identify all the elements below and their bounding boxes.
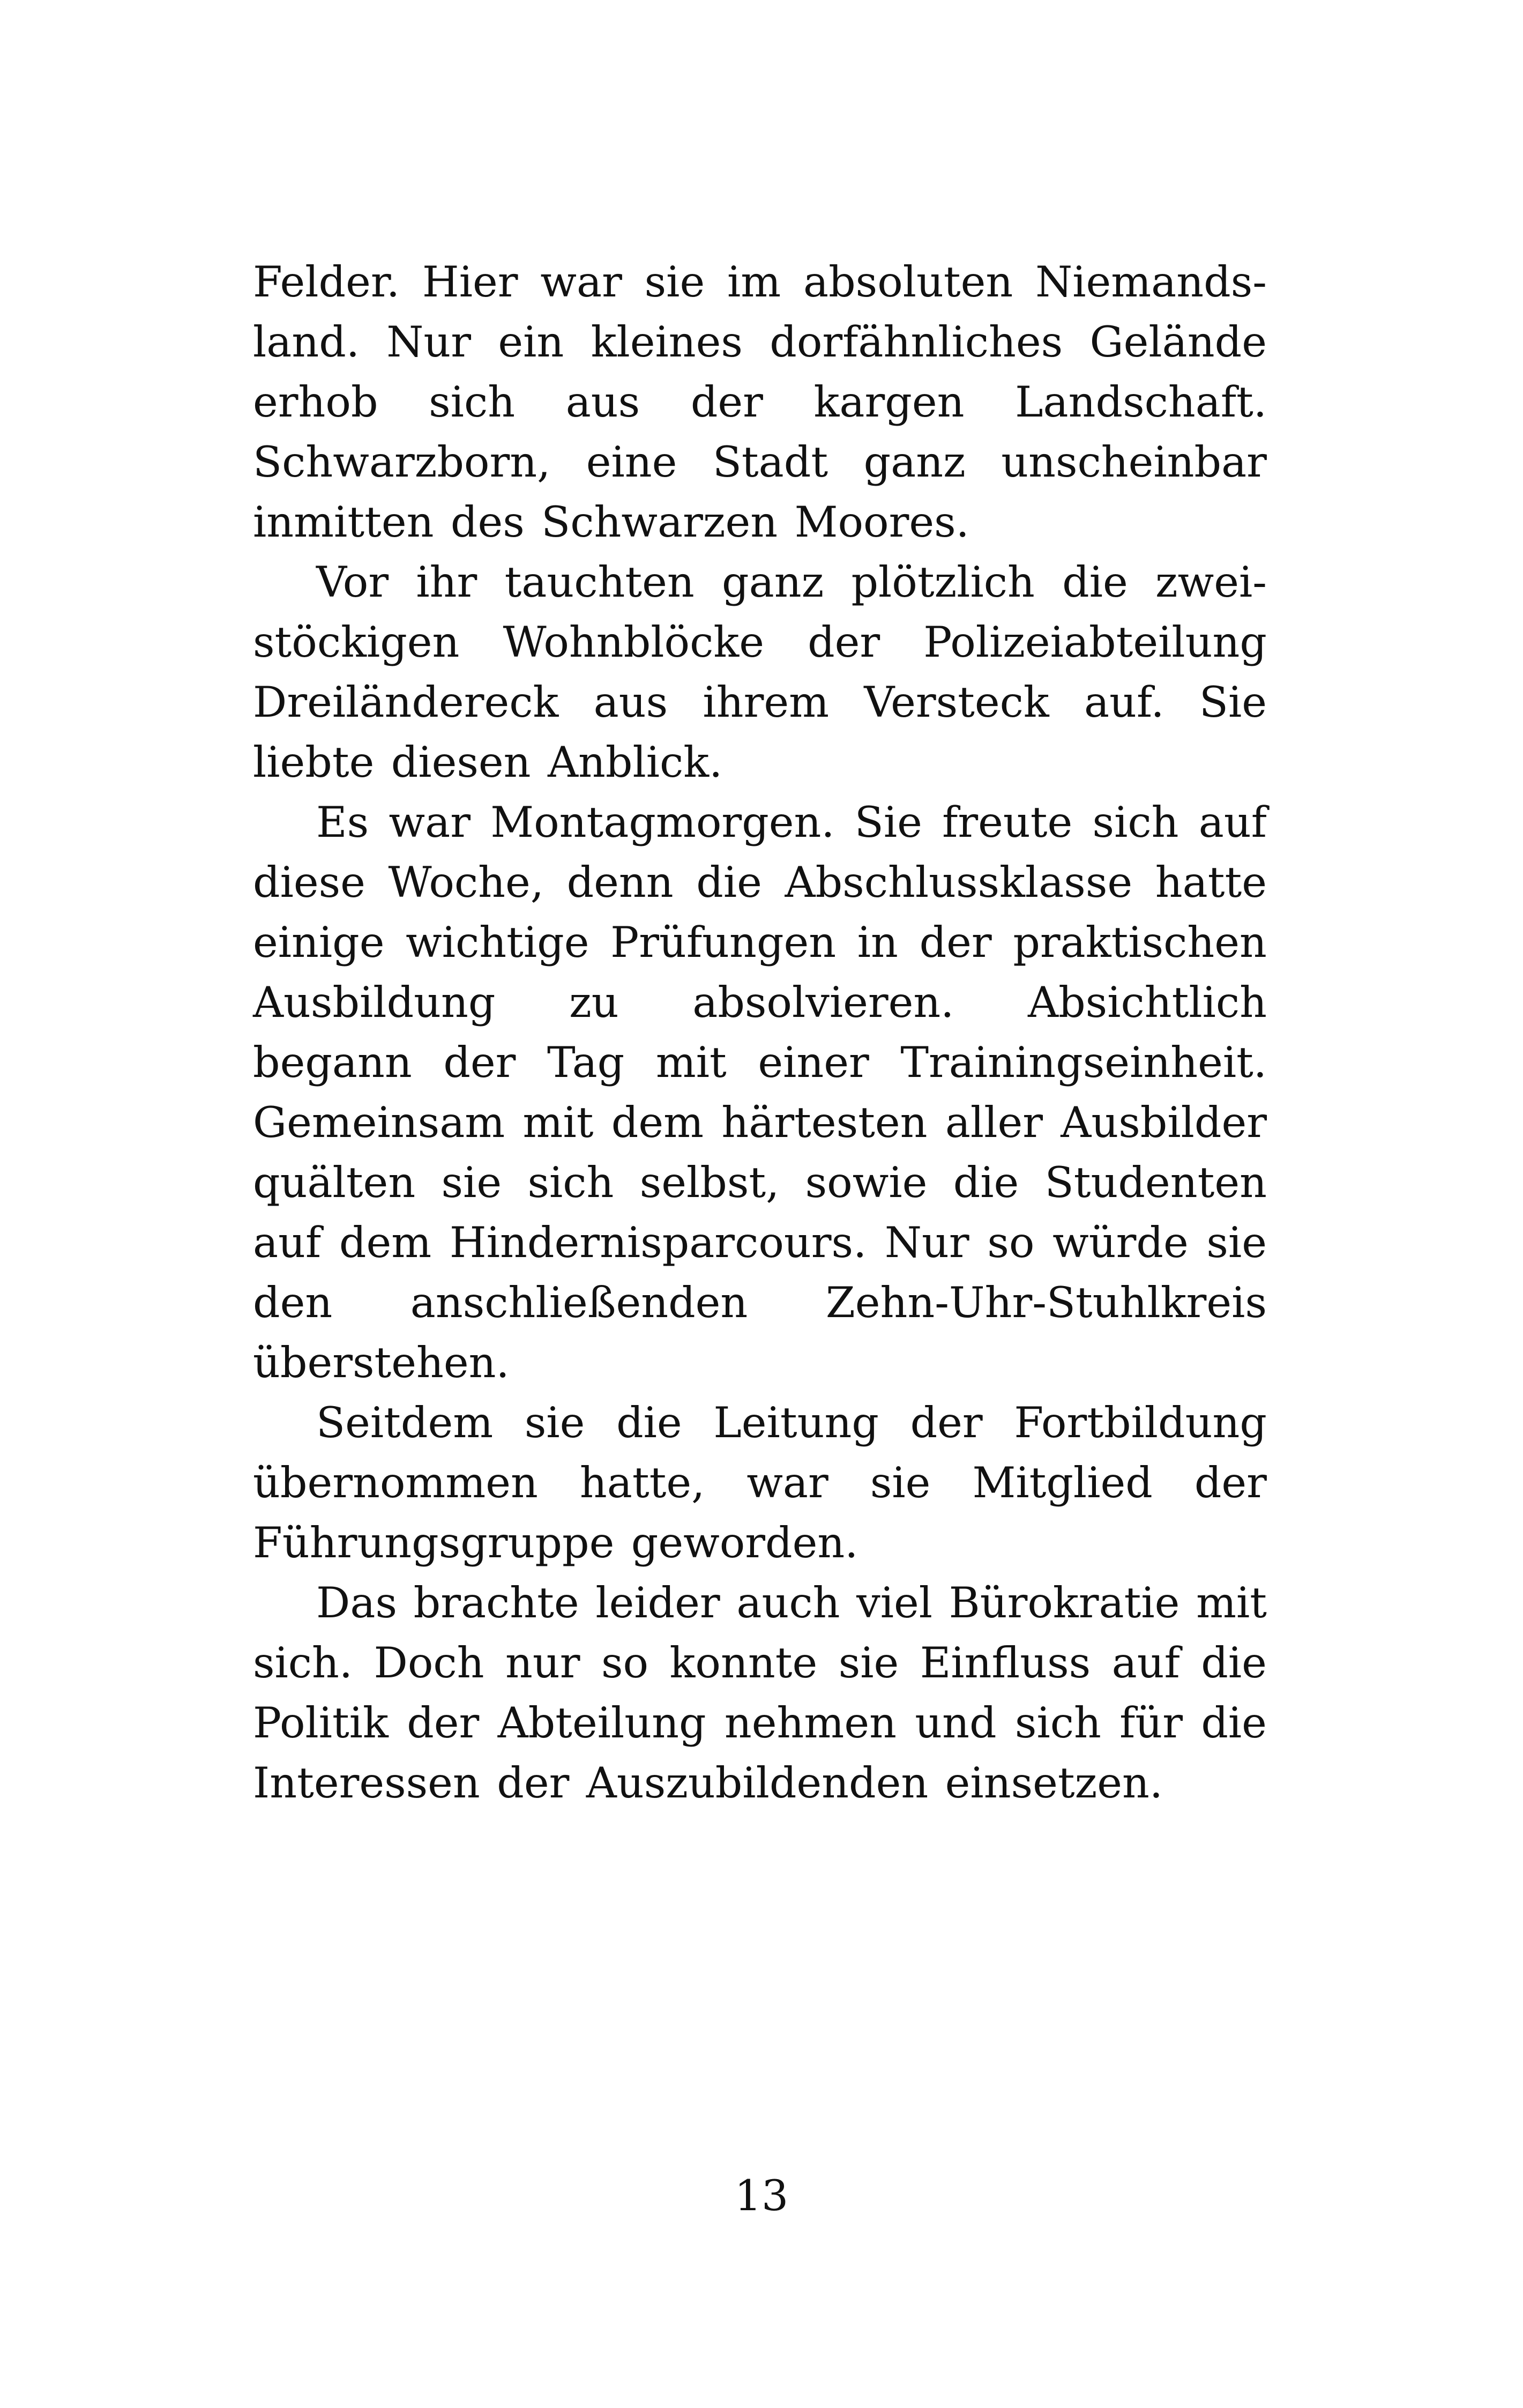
paragraph-5: [253, 1573, 1267, 1813]
word: Niemands-: [1035, 257, 1267, 307]
word: dorfähnliches: [770, 317, 1063, 367]
word: Abschlussklasse: [785, 858, 1133, 907]
word: würde: [1052, 1218, 1189, 1267]
word: sie: [524, 1398, 585, 1447]
word: freute: [942, 798, 1073, 847]
word: sie: [1206, 1218, 1267, 1267]
word: der: [407, 1698, 480, 1748]
word: mit: [655, 1038, 727, 1087]
text-line: [253, 1393, 1267, 1453]
word: Leitung: [713, 1398, 879, 1447]
word: sich: [1092, 798, 1179, 847]
word: im: [727, 257, 781, 307]
word: unscheinbar: [1001, 437, 1267, 487]
text-line: [253, 1032, 1267, 1092]
text-line: [253, 432, 1267, 492]
word: aus: [565, 377, 640, 427]
word: der: [919, 918, 992, 967]
text-line: [253, 372, 1267, 432]
word: mit: [522, 1098, 594, 1147]
word: viel: [856, 1578, 933, 1627]
word: land.: [253, 317, 360, 367]
body-text: [253, 252, 1267, 1813]
word: so: [601, 1638, 649, 1688]
word: Polizeiabteilung: [923, 618, 1267, 667]
word: Studenten: [1044, 1158, 1267, 1207]
word: stöckigen: [253, 618, 460, 667]
word: auf: [253, 1218, 322, 1267]
word: Gelände: [1089, 317, 1267, 367]
word: sich: [527, 1158, 614, 1207]
word: Landschaft.: [1015, 377, 1267, 427]
word: zu: [569, 978, 619, 1027]
word: einer: [758, 1038, 869, 1087]
word: war: [540, 257, 622, 307]
word: Mitglied: [972, 1458, 1153, 1507]
word: Tag: [547, 1038, 625, 1087]
text-line: [253, 1273, 1267, 1333]
word: selbst,: [639, 1158, 780, 1207]
text-line: liebte diesen Anblick.: [253, 738, 723, 787]
word: für: [1119, 1698, 1183, 1748]
word: der: [910, 1398, 983, 1447]
word: Schwarzborn,: [253, 437, 551, 487]
word: Ausbildung: [253, 978, 496, 1027]
word: quälten: [253, 1158, 416, 1207]
text-line: überstehen.: [253, 1338, 510, 1387]
word: praktischen: [1013, 918, 1267, 967]
word: tauchten: [504, 558, 695, 607]
word: Hindernisparcours.: [449, 1218, 867, 1267]
word: sie: [838, 1638, 899, 1688]
text-line: [253, 852, 1267, 912]
word: Felder.: [253, 257, 400, 307]
word: Seitdem: [316, 1398, 494, 1447]
word: sich: [429, 377, 516, 427]
word: ganz: [722, 558, 824, 607]
word: begann: [253, 1038, 412, 1087]
text-line: [253, 1693, 1267, 1753]
text-line: [253, 1092, 1267, 1153]
word: konnte: [669, 1638, 818, 1688]
word: nur: [505, 1638, 580, 1688]
word: war: [746, 1458, 828, 1507]
paragraph-4: [253, 1393, 1267, 1573]
paragraph-2: [253, 552, 1267, 792]
word: Bürokratie: [949, 1578, 1180, 1627]
word: der: [690, 377, 763, 427]
word: dem: [611, 1098, 704, 1147]
word: die: [1201, 1698, 1267, 1748]
word: Prüfungen: [610, 918, 837, 967]
word: Dreiländereck: [253, 678, 559, 727]
word: ganz: [863, 437, 966, 487]
text-line: [253, 1213, 1267, 1273]
word: die: [953, 1158, 1019, 1207]
word: Sie: [854, 798, 922, 847]
text-line: [253, 672, 1267, 732]
word: Es: [316, 798, 369, 847]
word: die: [696, 858, 762, 907]
paragraph-1: [253, 252, 1267, 552]
word: auf: [1198, 798, 1267, 847]
text-line: [253, 312, 1267, 372]
word: Fortbildung: [1014, 1398, 1267, 1447]
word: sie: [870, 1458, 931, 1507]
word: Stadt: [712, 437, 828, 487]
word: eine: [586, 437, 677, 487]
word: der: [443, 1038, 516, 1087]
word: absoluten: [803, 257, 1013, 307]
word: Das: [316, 1578, 397, 1627]
word: Sie: [1199, 678, 1267, 727]
paragraph-3: [253, 792, 1267, 1393]
word: denn: [566, 858, 674, 907]
word: Trainingseinheit.: [900, 1038, 1267, 1087]
word: sich: [1014, 1698, 1101, 1748]
text-line: [253, 1453, 1267, 1513]
word: Woche,: [388, 858, 544, 907]
word: sie: [441, 1158, 502, 1207]
page-number: 13: [734, 2171, 789, 2220]
word: sie: [644, 257, 705, 307]
word: einige: [253, 918, 385, 967]
text-line: [253, 252, 1267, 312]
word: die: [1201, 1638, 1267, 1688]
text-line: [253, 1153, 1267, 1213]
word: Nur: [386, 317, 472, 367]
word: kleines: [591, 317, 743, 367]
word: der: [1194, 1458, 1267, 1507]
word: Abteilung: [497, 1698, 706, 1748]
word: absolvieren.: [692, 978, 954, 1027]
word: ein: [498, 317, 564, 367]
word: brachte: [413, 1578, 579, 1627]
word: Gemeinsam: [253, 1098, 505, 1147]
word: in: [857, 918, 898, 967]
word: Wohnblöcke: [503, 618, 764, 667]
word: übernommen: [253, 1458, 538, 1507]
text-line: [253, 552, 1267, 612]
word: Ausbilder: [1061, 1098, 1267, 1147]
word: und: [915, 1698, 997, 1748]
word: die: [1062, 558, 1128, 607]
word: sowie: [805, 1158, 928, 1207]
word: leider: [595, 1578, 720, 1627]
text-line: Führungsgruppe geworden.: [253, 1518, 858, 1567]
word: anschließenden: [410, 1278, 748, 1327]
word: auf: [1111, 1638, 1180, 1688]
text-line: Interessen der Auszubildenden einsetzen.: [253, 1758, 1163, 1808]
text-line: [253, 912, 1267, 972]
text-line: [253, 1633, 1267, 1693]
word: ihrem: [703, 678, 829, 727]
word: plötzlich: [851, 558, 1035, 607]
word: dem: [339, 1218, 432, 1267]
word: diese: [253, 858, 365, 907]
word: war: [389, 798, 471, 847]
word: aller: [945, 1098, 1043, 1147]
word: Absichtlich: [1028, 978, 1267, 1027]
word: wichtige: [406, 918, 589, 967]
text-line: [253, 972, 1267, 1032]
word: den: [253, 1278, 333, 1327]
word: so: [987, 1218, 1035, 1267]
text-line: [253, 792, 1267, 852]
word: sich.: [253, 1638, 353, 1688]
word: auf.: [1084, 678, 1164, 727]
word: härtesten: [721, 1098, 928, 1147]
text-line: [253, 1573, 1267, 1633]
word: Zehn-Uhr-Stuhlkreis: [825, 1278, 1267, 1327]
word: zwei-: [1155, 558, 1267, 607]
word: Montagmorgen.: [490, 798, 835, 847]
word: Einfluss: [920, 1638, 1091, 1688]
word: erhob: [253, 377, 378, 427]
word: nehmen: [724, 1698, 897, 1748]
word: mit: [1196, 1578, 1267, 1627]
word: Versteck: [864, 678, 1049, 727]
word: Vor: [316, 558, 389, 607]
word: Hier: [422, 257, 518, 307]
word: Politik: [253, 1698, 389, 1748]
word: kargen: [813, 377, 965, 427]
word: auch: [736, 1578, 840, 1627]
word: die: [616, 1398, 682, 1447]
word: hatte,: [579, 1458, 705, 1507]
word: Doch: [374, 1638, 484, 1688]
word: hatte: [1155, 858, 1267, 907]
text-line: inmitten des Schwarzen Moores.: [253, 497, 969, 547]
word: ihr: [416, 558, 477, 607]
word: der: [808, 618, 880, 667]
word: Nur: [884, 1218, 969, 1267]
text-line: [253, 612, 1267, 672]
word: aus: [593, 678, 668, 727]
